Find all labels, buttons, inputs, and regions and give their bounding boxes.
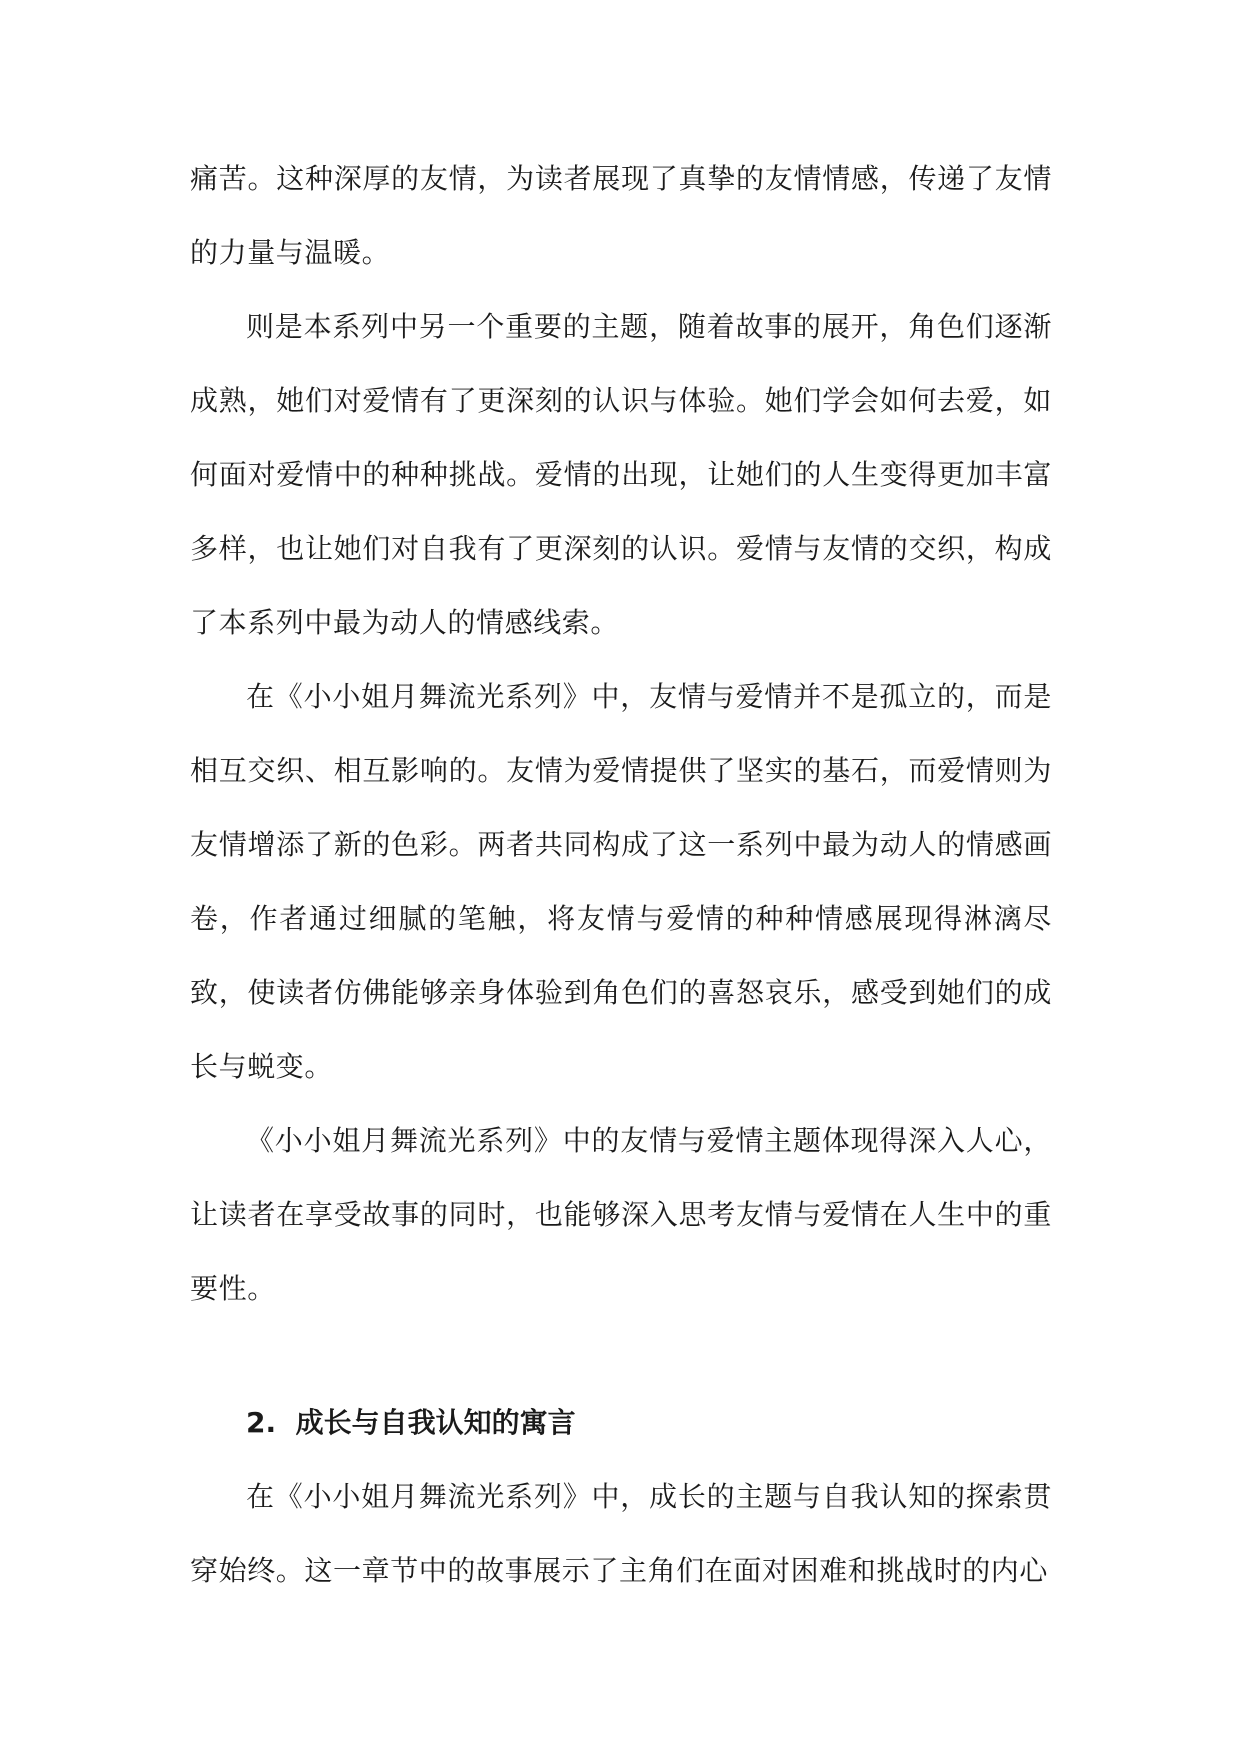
paragraph-2: 则是本系列中另一个重要的主题，随着故事的展开，角色们逐渐成熟，她们对爱情有了更深刻的认识与体验。她们学会如何去爱，如何面对爱情中的种种挑战。爱情的出现，让她们的人生变得更加丰富多样，也让她们对自我有了更深刻的认识。爱情与友情的交织，构成了本系列中最为动人的情感线索。 — [190, 310, 1052, 639]
paragraph-1: 痛苦。这种深厚的友情，为读者展现了真挚的友情情感，传递了友情的力量与温暖。 — [190, 162, 1052, 269]
section-number: 2. — [246, 1406, 277, 1439]
section-heading — [190, 1386, 1052, 1460]
document-body — [190, 142, 1052, 1608]
section-paragraph: 在《小小姐月舞流光系列》中，成长的主题与自我认知的探索贯穿始终。这一章节中的故事展示了主角们在面对困难和挑战时的内心 — [190, 1480, 1052, 1587]
section-title: 成长与自我认知的寓言 — [295, 1406, 576, 1439]
paragraph-4: 《小小姐月舞流光系列》中的友情与爱情主题体现得深入人心，让读者在享受故事的同时，也能够深入思考友情与爱情在人生中的重要性。 — [190, 1124, 1052, 1305]
paragraph-3: 在《小小姐月舞流光系列》中，友情与爱情并不是孤立的，而是相互交织、相互影响的。友情为爱情提供了坚实的基石，而爱情则为友情增添了新的色彩。两者共同构成了这一系列中最为动人的情感画卷，作者通过细腻的笔触，将友情与爱情的种种情感展现得淋漓尽致，使读者仿佛能够亲身体验到角色们的喜怒哀乐，感受到她们的成长与蜕变。 — [190, 680, 1052, 1083]
